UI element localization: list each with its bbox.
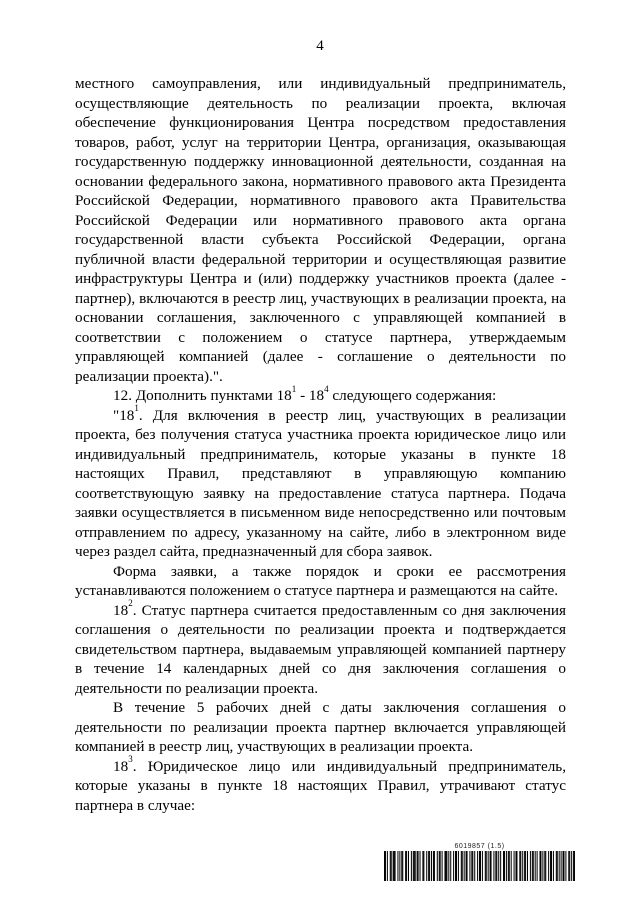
barcode-bar: [506, 851, 507, 881]
paragraph-registry-inclusion: В течение 5 рабочих дней с даты заключения соглашения о деятельности по реализации проекта партнер включается управляющей компанией в реестр лиц, участвующих в реализации проекта.: [75, 699, 566, 755]
barcode-bar: [456, 851, 457, 881]
barcode-bar: [440, 851, 441, 881]
barcode-bar: [423, 851, 424, 881]
barcode-bar: [455, 851, 456, 881]
barcode-bar: [537, 851, 538, 881]
paragraph-18-3: [75, 754, 566, 816]
superscript: 1: [134, 403, 139, 414]
barcode-bar: [439, 851, 440, 881]
barcode-bar: [495, 851, 496, 881]
barcode-bar: [545, 851, 546, 881]
paragraph-18-2: [75, 598, 566, 699]
barcode-bar: [482, 851, 483, 881]
barcode-bar: [565, 851, 566, 881]
barcode-bar: [395, 851, 396, 881]
barcode-bar: [429, 851, 430, 881]
barcode-bar: [417, 851, 418, 881]
barcode-bar: [384, 851, 385, 881]
barcode-bar: [390, 851, 391, 881]
barcode-bar: [493, 851, 494, 881]
barcode-bar: [418, 851, 419, 881]
barcode-bar: [571, 851, 572, 881]
barcode-bar: [442, 851, 443, 881]
barcode-bar: [472, 851, 473, 881]
barcode-bar: [515, 851, 516, 881]
barcode-bar: [535, 851, 536, 881]
barcode-bar: [533, 851, 534, 881]
barcode-bar: [471, 851, 472, 881]
barcode-bar: [437, 851, 438, 881]
barcode: [384, 843, 575, 881]
barcode-bar: [462, 851, 463, 881]
barcode-bar: [446, 851, 447, 881]
barcode-bar: [426, 851, 427, 881]
barcode-bar: [559, 851, 560, 881]
barcode-bar: [525, 851, 526, 881]
barcode-bar: [500, 851, 501, 881]
barcode-bar: [413, 851, 414, 881]
barcode-bar: [445, 851, 446, 881]
barcode-bar: [561, 851, 562, 881]
barcode-bar: [387, 851, 388, 881]
barcode-bar: [474, 851, 475, 881]
barcode-bar: [553, 851, 554, 881]
barcode-bar: [488, 851, 489, 881]
superscript: 2: [128, 598, 133, 609]
barcode-number: 6019857 (1.5): [454, 843, 505, 850]
barcode-bar: [464, 851, 465, 881]
barcode-bar: [466, 851, 467, 881]
clause-number: "18: [113, 406, 135, 424]
item-12-text: 12. Дополнить пунктами 18: [113, 387, 292, 404]
clause-text: . Юридическое лицо или индивидуальный предприниматель, которые указаны в пункте 18 настоящих Правил, утрачивают статус партнера в случае:: [75, 757, 566, 814]
clause-text: . Для включения в реестр лиц, участвующих в реализации проекта, без получения статуса участника проекта юридическое лицо или индивидуальный предприниматель, которые указаны в пункте 18 настоящих Правил, представляют в управляющую компанию соответствующую заявку на предоставление статуса партнера. Подача заявки осуществляется в письменном виде непосредственно или почтовым отправлением по адресу, указанному на сайте, либо в электронном виде через раздел сайта, предназначенный для сбора заявок.: [75, 406, 566, 560]
barcode-bar: [563, 851, 564, 881]
barcode-bar: [428, 851, 429, 881]
clause-number: 18: [113, 601, 129, 619]
barcode-bar: [509, 851, 510, 881]
barcode-bar: [450, 851, 451, 881]
paragraph-application-form: Форма заявки, а также порядок и сроки ее рассмотрения устанавливаются положением о статусе партнера и размещаются на сайте.: [75, 562, 566, 599]
page-number: 4: [316, 38, 324, 54]
barcode-bar: [511, 851, 512, 881]
barcode-bar: [433, 851, 434, 881]
item-12-text: следующего содержания:: [328, 387, 497, 404]
barcode-bar: [444, 851, 445, 881]
barcode-bar: [453, 851, 454, 881]
superscript: 3: [128, 754, 133, 765]
barcode-bar: [397, 851, 398, 881]
barcode-bar: [486, 851, 487, 881]
barcode-bar: [522, 851, 523, 881]
barcode-bar: [539, 851, 540, 881]
barcode-bar: [458, 851, 459, 881]
barcode-bar: [520, 851, 521, 881]
barcode-bar: [485, 851, 486, 881]
barcode-bar: [402, 851, 403, 881]
barcode-bar: [477, 851, 478, 881]
barcode-bars: [384, 851, 575, 881]
barcode-bar: [514, 851, 515, 881]
barcode-bar: [431, 851, 432, 881]
superscript: 1: [291, 383, 297, 394]
barcode-bar: [393, 851, 394, 881]
barcode-bar: [548, 851, 549, 881]
barcode-bar: [415, 851, 416, 881]
barcode-bar: [498, 851, 499, 881]
clause-text: . Статус партнера считается предоставленным со дня заключения соглашения о деятельности по реализации проекта и подтверждается свидетельством партнера, выдаваемым управляющей компанией партнеру в течение 14 календарных дней со дня заключения соглашения о деятельности по реализации проекта.: [75, 601, 566, 697]
document-body: [75, 74, 566, 815]
barcode-bar: [519, 851, 520, 881]
barcode-bar: [504, 851, 505, 881]
barcode-bar: [496, 851, 497, 881]
barcode-bar: [516, 851, 517, 881]
barcode-bar: [508, 851, 509, 881]
paragraph-item-12: [75, 383, 566, 406]
barcode-bar: [540, 851, 541, 881]
barcode-bar: [569, 851, 570, 881]
barcode-bar: [490, 851, 491, 881]
barcode-bar: [391, 851, 392, 881]
barcode-bar: [422, 851, 423, 881]
barcode-bar: [532, 851, 533, 881]
barcode-bar: [461, 851, 462, 881]
barcode-bar: [408, 851, 409, 881]
barcode-bar: [401, 851, 402, 881]
barcode-bar: [503, 851, 504, 881]
barcode-bar: [550, 851, 551, 881]
barcode-bar: [434, 851, 435, 881]
barcode-bar: [469, 851, 470, 881]
barcode-bar: [556, 851, 557, 881]
barcode-bar: [551, 851, 552, 881]
barcode-bar: [573, 851, 574, 881]
barcode-bar: [568, 851, 569, 881]
paragraph-18-1: [75, 403, 566, 562]
barcode-bar: [385, 851, 386, 881]
item-12-text: - 18: [296, 387, 325, 404]
barcode-bar: [524, 851, 525, 881]
barcode-bar: [491, 851, 492, 881]
barcode-bar: [557, 851, 558, 881]
barcode-bar: [480, 851, 481, 881]
clause-number: 18: [113, 757, 129, 775]
barcode-bar: [405, 851, 406, 881]
barcode-bar: [448, 851, 449, 881]
barcode-bar: [479, 851, 480, 881]
barcode-bar: [394, 851, 395, 881]
paragraph-continuation: местного самоуправления, или индивидуальный предприниматель, осуществляющие деятельность по реализации проекта, включая обеспечение функционирования Центра посредством предоставления товаров, работ, услуг на территории Центра, организация, оказывающая государственную поддержку инновационной деятельности, созданная на основании федерального закона, нормативного правового акта Президента Российской Федерации, нормативного правового акта Правительства Российской Федерации или нормативного правового акта органа государственной власти субъекта Российской Федерации, органа публичной власти федеральной территории и осуществляющая развитие инфраструктуры Центра и (или) поддержку участников проекта (далее - партнер), включаются в реестр лиц, участвующих в реализации проекта, на основании соглашения, заключенного с управляющей компанией в соответствии с положением о статусе партнера, утверждаемым управляющей компанией (далее - соглашение о деятельности по реализации проекта).".: [75, 75, 566, 385]
barcode-bar: [574, 851, 575, 881]
barcode-bar: [411, 851, 412, 881]
superscript: 4: [324, 383, 329, 394]
barcode-bar: [527, 851, 528, 881]
barcode-bar: [563, 851, 564, 881]
barcode-bar: [406, 851, 407, 881]
barcode-bar: [544, 851, 545, 881]
barcode-bar: [467, 851, 468, 881]
barcode-bar: [420, 851, 421, 881]
barcode-bar: [530, 851, 531, 881]
barcode-bar: [414, 851, 415, 881]
barcode-bar: [542, 851, 543, 881]
barcode-bar: [399, 851, 400, 881]
